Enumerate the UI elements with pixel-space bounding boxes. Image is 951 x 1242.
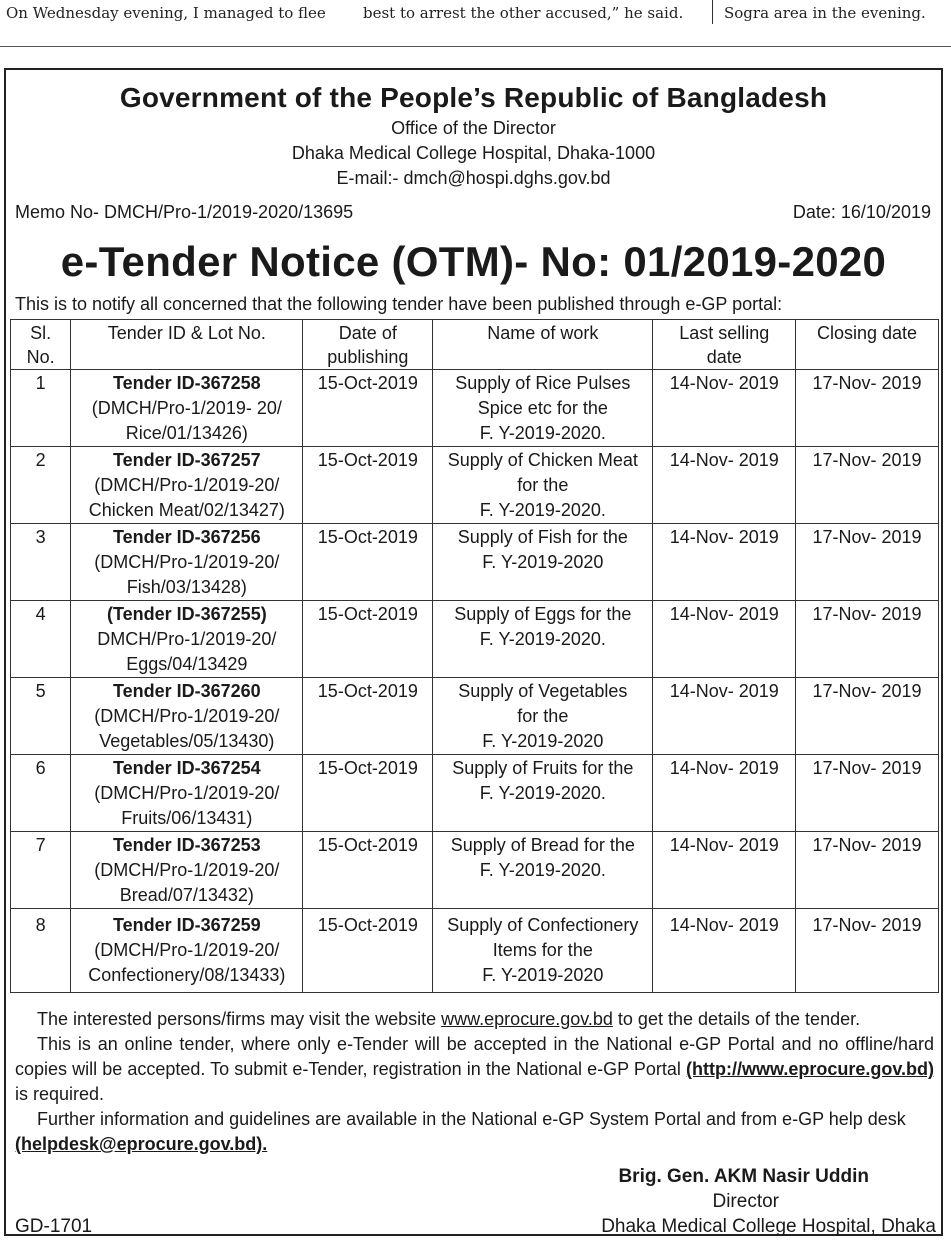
header-sl: Sl. No. (11, 320, 71, 370)
signer-name: Brig. Gen. AKM Nasir Uddin (618, 1166, 869, 1187)
cell-tender: Tender ID-367254 (DMCH/Pro-1/2019-20/ Fruits/06/13431) (71, 755, 303, 832)
cell-tender: Tender ID-367256 (DMCH/Pro-1/2019-20/ Fish/03/13428) (71, 524, 303, 601)
gd-number: GD-1701 (15, 1216, 93, 1237)
cell-tender: Tender ID-367258 (DMCH/Pro-1/2019- 20/ Rice/01/13426) (71, 370, 303, 447)
table-row (11, 370, 939, 447)
cell-selling: 14-Nov- 2019 (653, 447, 796, 524)
signer-title: Director (712, 1191, 779, 1212)
email-line: E-mail:- dmch@hospi.dghs.gov.bd (336, 168, 611, 188)
cell-work: Supply of Confectionery Items for the F. Y-2019-2020 (433, 909, 653, 993)
column-divider (712, 0, 713, 24)
eprocure-portal-link[interactable]: (http://www.eprocure.gov.bd) (686, 1059, 934, 1079)
cell-work: Supply of Rice Pulses Spice etc for the F. Y-2019-2020. (433, 370, 653, 447)
cell-publish: 15-Oct-2019 (303, 370, 433, 447)
header-work-name: Name of work (433, 320, 653, 370)
cell-tender: (Tender ID-367255) DMCH/Pro-1/2019-20/ Eggs/04/13429 (71, 601, 303, 678)
table-row (11, 678, 939, 755)
cell-sl: 7 (11, 832, 71, 909)
tender-notice (4, 68, 943, 1236)
news-rule (0, 46, 951, 47)
helpdesk-paragraph: Further information and guidelines are available in the National e-GP System Portal and from e-GP help desk (helpdesk@eprocure.gov.bd). (15, 1109, 906, 1154)
cell-selling: 14-Nov- 2019 (653, 524, 796, 601)
memo-number: Memo No- DMCH/Pro-1/2019-2020/13695 (15, 202, 354, 222)
header-tender-id: Tender ID & Lot No. (71, 320, 303, 370)
news-column-2: best to arrest the other accused,” he said. (363, 4, 684, 22)
table-header-row (11, 320, 939, 370)
cell-publish: 15-Oct-2019 (303, 755, 433, 832)
cell-work: Supply of Fish for the F. Y-2019-2020 (433, 524, 653, 601)
table-row (11, 447, 939, 524)
cell-tender: Tender ID-367257 (DMCH/Pro-1/2019-20/ Chicken Meat/02/13427) (71, 447, 303, 524)
cell-publish: 15-Oct-2019 (303, 447, 433, 524)
cell-publish: 15-Oct-2019 (303, 678, 433, 755)
cell-selling: 14-Nov- 2019 (653, 755, 796, 832)
cell-work: Supply of Bread for the F. Y-2019-2020. (433, 832, 653, 909)
cell-closing: 17-Nov- 2019 (796, 370, 939, 447)
office-line: Office of the Director (391, 118, 556, 138)
cell-work: Supply of Chicken Meat for the F. Y-2019-2020. (433, 447, 653, 524)
online-tender-paragraph: This is an online tender, where only e-Tender will be accepted in the National e-GP Portal and no offline/hard copies will be accepted. To submit e-Tender, registration in the National e-GP Portal (http://www.eprocure.gov.bd) is required. (15, 1034, 934, 1104)
table-row (11, 755, 939, 832)
table-row (11, 601, 939, 678)
cell-sl: 8 (11, 909, 71, 993)
cell-closing: 17-Nov- 2019 (796, 678, 939, 755)
cell-closing: 17-Nov- 2019 (796, 601, 939, 678)
notice-date: Date: 16/10/2019 (792, 202, 931, 222)
cell-sl: 5 (11, 678, 71, 755)
cell-closing: 17-Nov- 2019 (796, 755, 939, 832)
newspaper-strip (0, 0, 951, 40)
news-column-1: On Wednesday evening, I managed to flee (6, 4, 326, 22)
cell-publish: 15-Oct-2019 (303, 601, 433, 678)
hospital-line: Dhaka Medical College Hospital, Dhaka-1000 (291, 143, 656, 163)
cell-closing: 17-Nov- 2019 (796, 447, 939, 524)
cell-sl: 1 (11, 370, 71, 447)
government-heading: Government of the People’s Republic of Bangladesh (119, 82, 828, 113)
cell-publish: 15-Oct-2019 (303, 832, 433, 909)
helpdesk-email-link[interactable]: (helpdesk@eprocure.gov.bd). (15, 1134, 268, 1154)
table-row (11, 524, 939, 601)
cell-tender: Tender ID-367253 (DMCH/Pro-1/2019-20/ Bread/07/13432) (71, 832, 303, 909)
cell-closing: 17-Nov- 2019 (796, 832, 939, 909)
cell-work: Supply of Eggs for the F. Y-2019-2020. (433, 601, 653, 678)
tender-title: e-Tender Notice (OTM)- No: 01/2019-2020 (60, 238, 887, 285)
cell-sl: 3 (11, 524, 71, 601)
header-last-selling: Last selling date (653, 320, 796, 370)
cell-sl: 4 (11, 601, 71, 678)
cell-selling: 14-Nov- 2019 (653, 678, 796, 755)
eprocure-link[interactable]: www.eprocure.gov.bd (441, 1009, 613, 1029)
table-row (11, 832, 939, 909)
signer-office: Dhaka Medical College Hospital, Dhaka (601, 1216, 936, 1237)
header-closing-date: Closing date (796, 320, 939, 370)
cell-selling: 14-Nov- 2019 (653, 370, 796, 447)
cell-closing: 17-Nov- 2019 (796, 524, 939, 601)
tender-table (10, 319, 939, 993)
news-column-3: Sogra area in the evening. (724, 4, 926, 22)
cell-sl: 6 (11, 755, 71, 832)
cell-publish: 15-Oct-2019 (303, 524, 433, 601)
cell-publish: 15-Oct-2019 (303, 909, 433, 993)
cell-selling: 14-Nov- 2019 (653, 832, 796, 909)
intro-text: This is to notify all concerned that the following tender have been published through e-GP portal: (15, 294, 783, 314)
header-publish-date: Date of publishing (303, 320, 433, 370)
cell-tender: Tender ID-367259 (DMCH/Pro-1/2019-20/ Confectionery/08/13433) (71, 909, 303, 993)
cell-sl: 2 (11, 447, 71, 524)
website-paragraph: The interested persons/firms may visit the website www.eprocure.gov.bd to get the details of the tender. (37, 1009, 861, 1029)
cell-selling: 14-Nov- 2019 (653, 909, 796, 993)
cell-work: Supply of Fruits for the F. Y-2019-2020. (433, 755, 653, 832)
cell-tender: Tender ID-367260 (DMCH/Pro-1/2019-20/ Vegetables/05/13430) (71, 678, 303, 755)
cell-work: Supply of Vegetables for the F. Y-2019-2020 (433, 678, 653, 755)
table-row (11, 909, 939, 993)
cell-selling: 14-Nov- 2019 (653, 601, 796, 678)
cell-closing: 17-Nov- 2019 (796, 909, 939, 993)
